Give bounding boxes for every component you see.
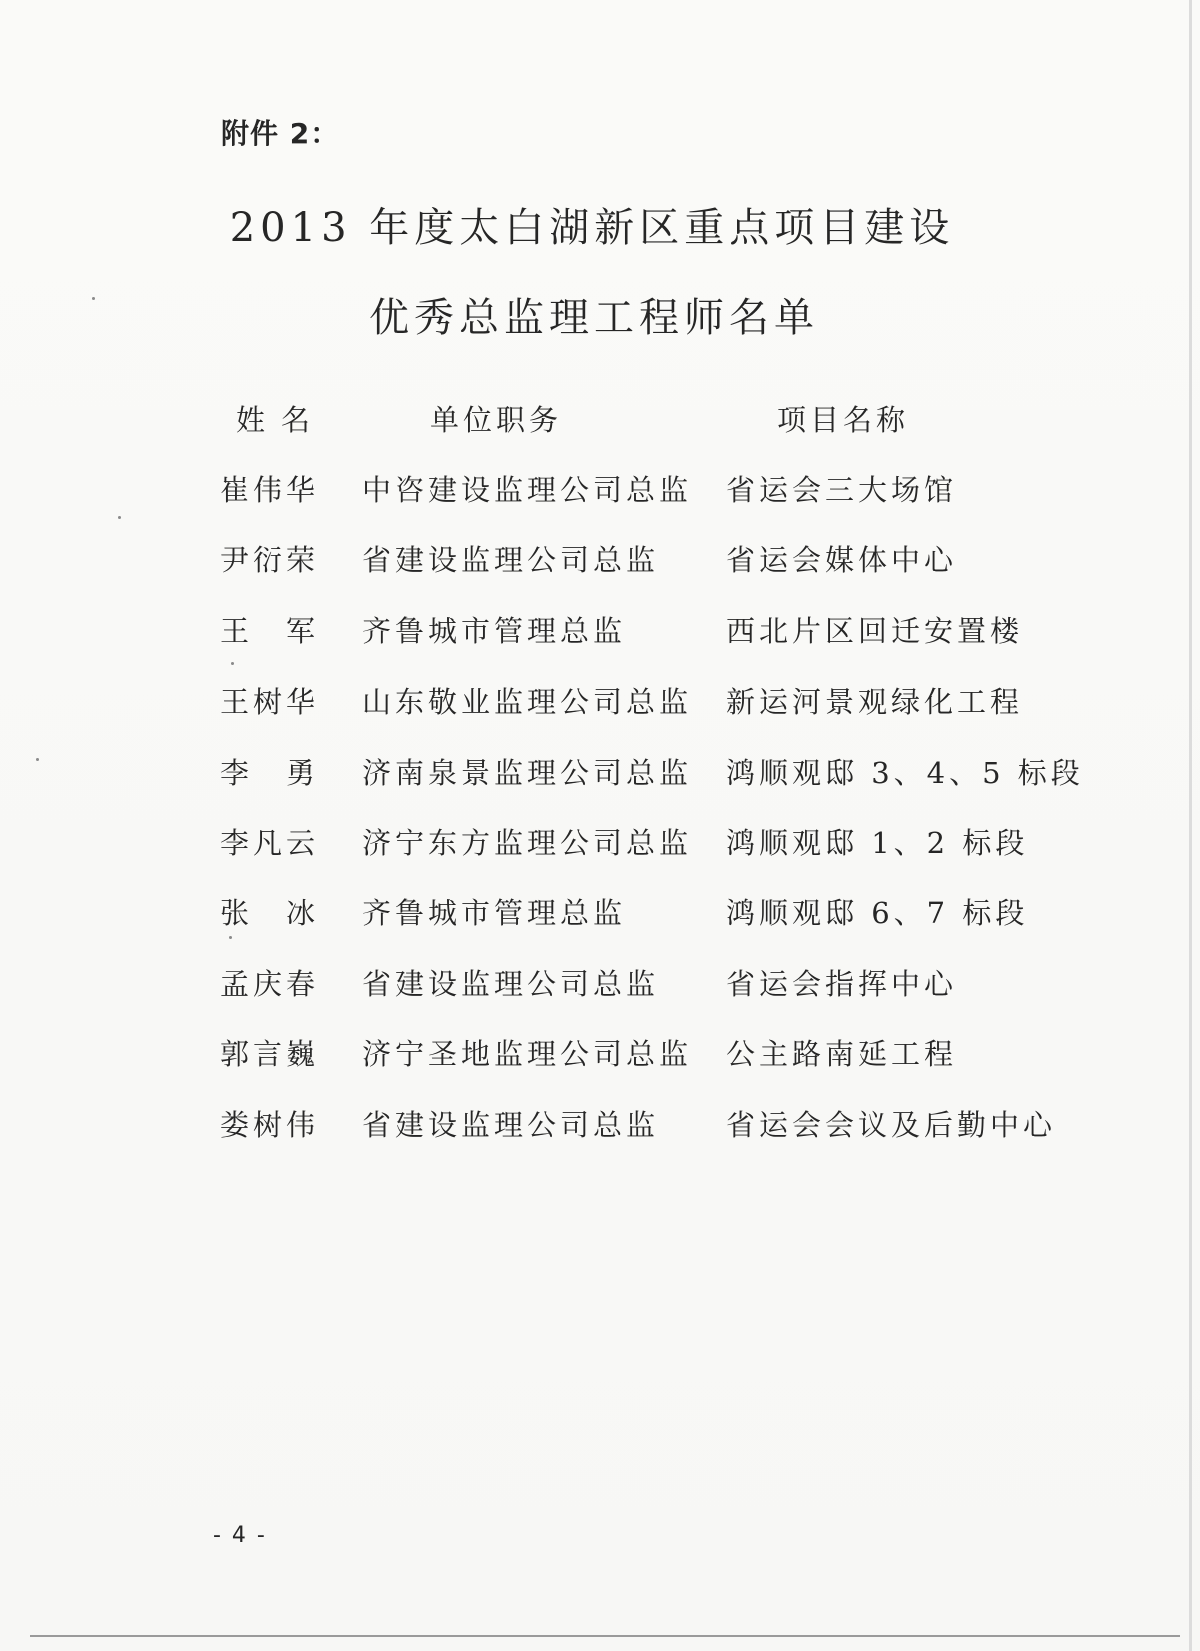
engineer-unit: 省建设监理公司总监 <box>362 967 660 1001</box>
list-row <box>0 538 1200 578</box>
engineer-name: 崔伟华 <box>220 473 320 507</box>
engineer-project: 新运河景观绿化工程 <box>726 685 1024 719</box>
engineer-name: 孟庆春 <box>220 967 320 1001</box>
scan-speck <box>92 297 95 300</box>
list-row <box>0 1103 1200 1143</box>
engineer-unit: 省建设监理公司总监 <box>362 543 660 577</box>
list-row <box>0 1032 1200 1072</box>
engineer-unit: 省建设监理公司总监 <box>362 1108 660 1142</box>
list-row <box>0 468 1200 508</box>
scan-speck <box>229 936 232 939</box>
engineer-unit: 济宁圣地监理公司总监 <box>362 1037 693 1071</box>
engineer-project: 公主路南延工程 <box>726 1037 958 1071</box>
engineer-project: 鸿顺观邸 1、2 标段 <box>726 826 1029 860</box>
engineer-name: 王 军 <box>220 614 320 648</box>
engineer-project: 鸿顺观邸 6、7 标段 <box>726 896 1029 930</box>
engineer-project: 省运会指挥中心 <box>726 967 958 1001</box>
engineer-name: 郭言巍 <box>220 1037 320 1071</box>
list-row <box>0 891 1200 931</box>
engineer-name: 王树华 <box>220 685 320 719</box>
engineer-name: 娄树伟 <box>220 1108 320 1142</box>
scan-speck <box>118 516 121 519</box>
engineer-project: 省运会三大场馆 <box>726 473 958 507</box>
engineer-unit: 济南泉景监理公司总监 <box>362 756 693 790</box>
document-title-line-2: 优秀总监理工程师名单 <box>369 295 819 341</box>
list-row <box>0 680 1200 720</box>
list-row <box>0 821 1200 861</box>
engineer-project: 省运会媒体中心 <box>726 543 958 577</box>
engineer-name: 李 勇 <box>220 756 320 790</box>
list-row <box>0 609 1200 649</box>
list-row <box>0 962 1200 1002</box>
document-title-line-1: 2013 年度太白湖新区重点项目建设 <box>229 205 955 251</box>
engineer-unit: 中咨建设监理公司总监 <box>362 473 693 507</box>
engineer-project: 省运会会议及后勤中心 <box>726 1108 1057 1142</box>
list-row <box>0 751 1200 791</box>
engineer-name: 张 冰 <box>220 896 320 930</box>
page-bottom-rule <box>30 1635 1180 1637</box>
engineer-name: 尹衍荣 <box>220 543 320 577</box>
attachment-label: 附件 2： <box>221 117 340 150</box>
header-name: 姓名 <box>236 403 327 437</box>
engineer-unit: 济宁东方监理公司总监 <box>362 826 693 860</box>
engineer-name: 李凡云 <box>220 826 320 860</box>
scan-speck <box>231 662 234 665</box>
engineer-project: 西北片区回迁安置楼 <box>726 614 1024 648</box>
engineer-project: 鸿顺观邸 3、4、5 标段 <box>726 756 1084 790</box>
header-unit-position: 单位职务 <box>430 403 563 437</box>
header-project-name: 项目名称 <box>777 403 910 437</box>
engineer-unit: 山东敬业监理公司总监 <box>362 685 693 719</box>
engineer-unit: 齐鲁城市管理总监 <box>362 896 627 930</box>
scan-speck <box>36 758 39 761</box>
page-number: - 4 - <box>213 1523 267 1548</box>
engineer-unit: 齐鲁城市管理总监 <box>362 614 627 648</box>
